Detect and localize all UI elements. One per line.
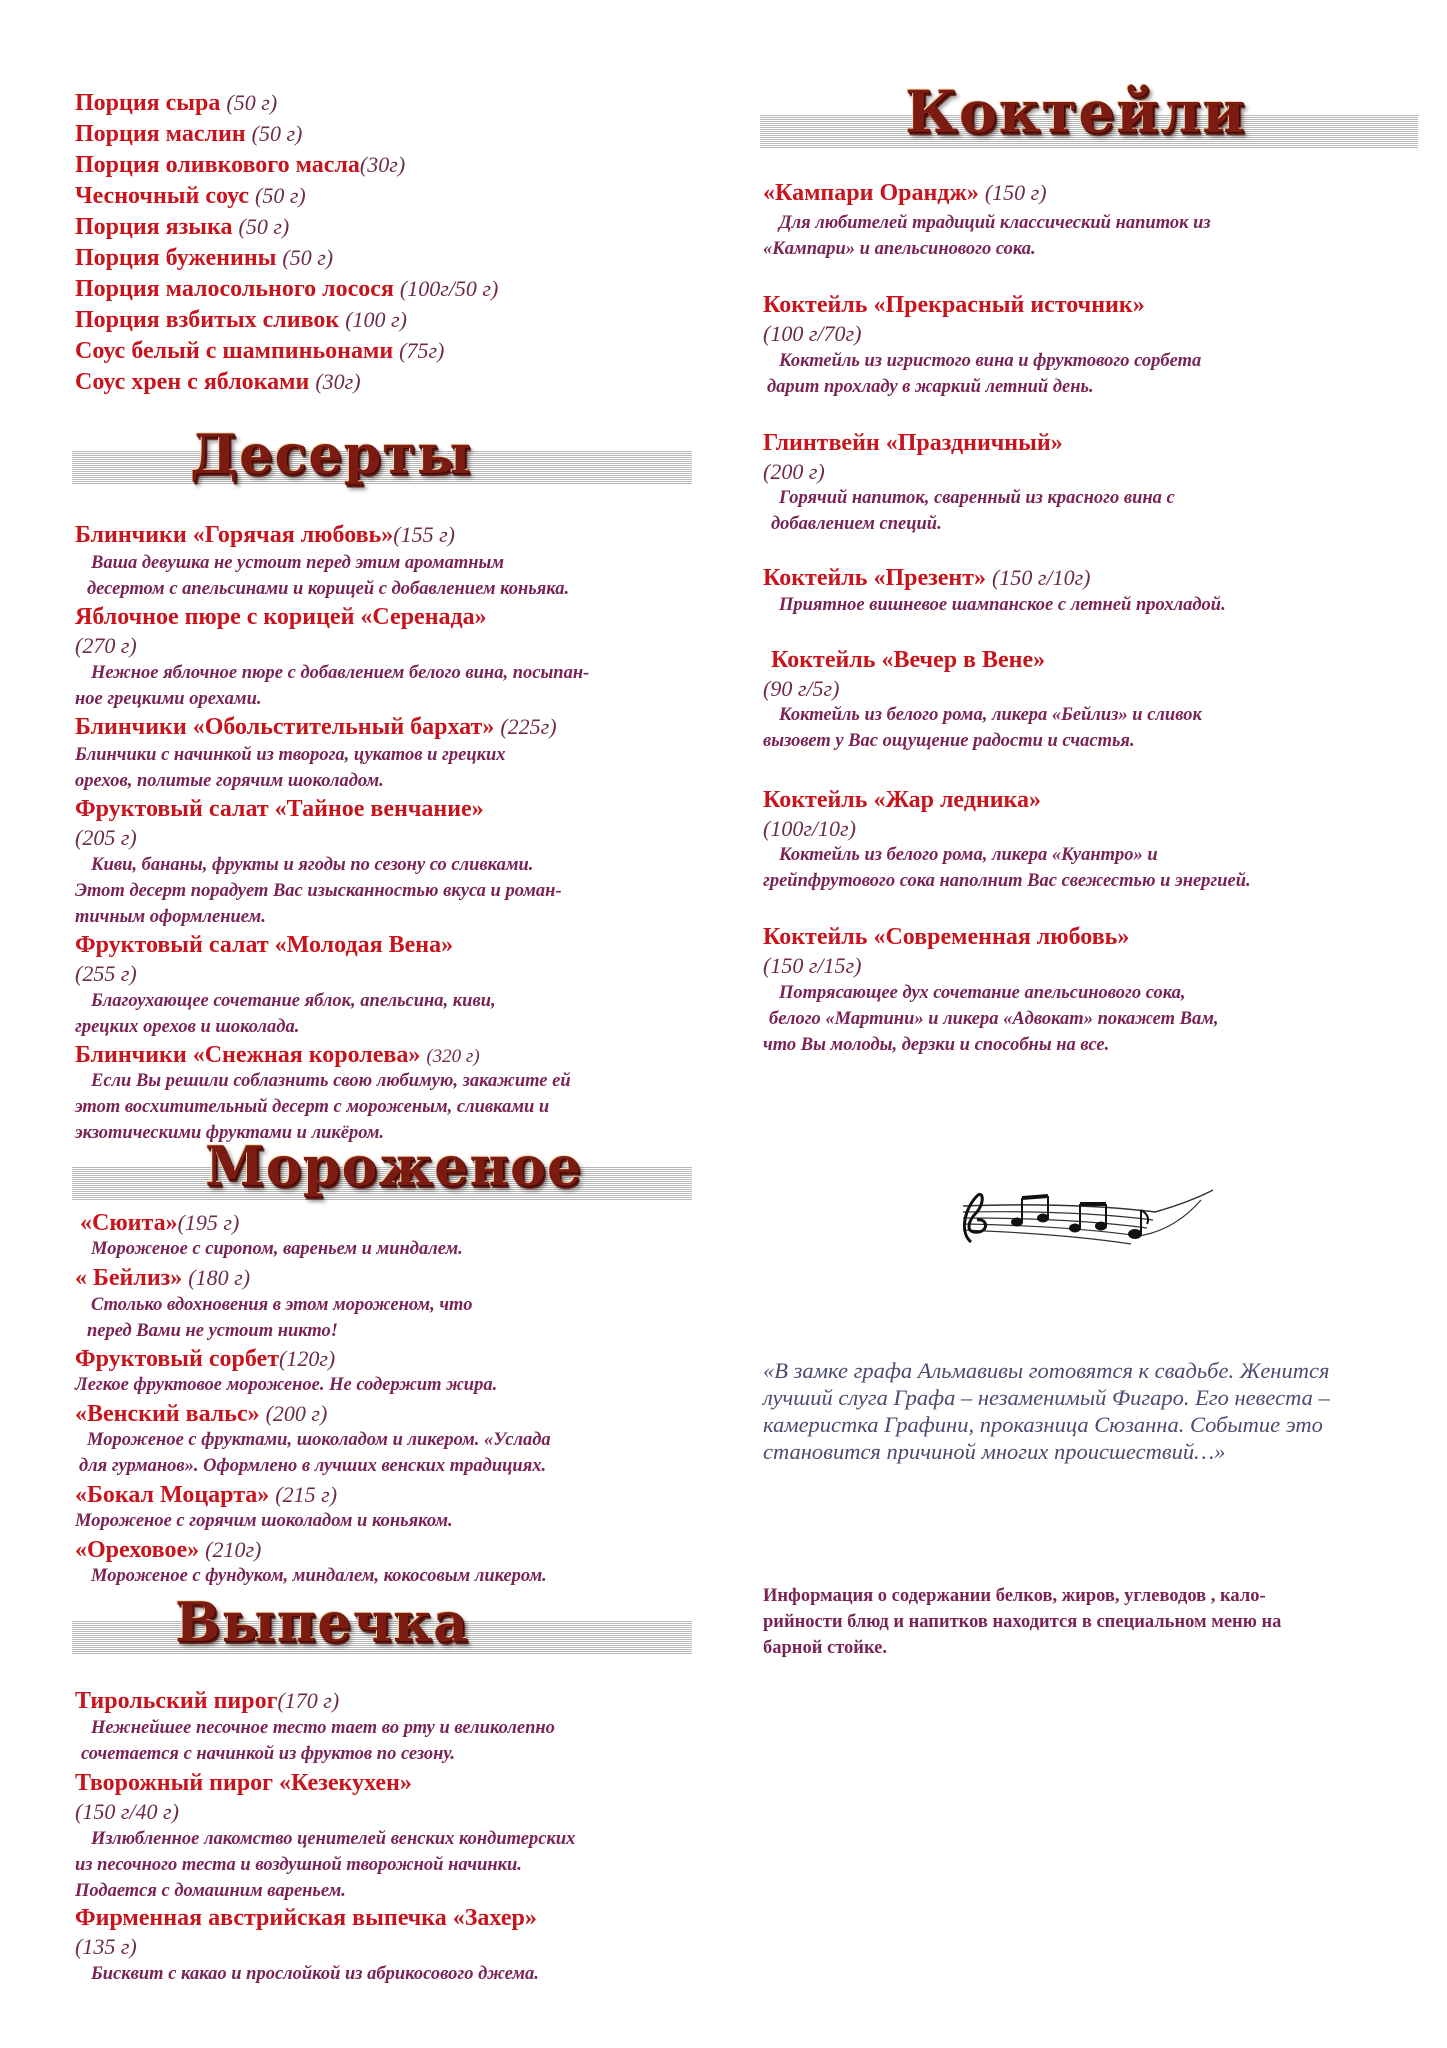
- dessert-item-weight: (255 г): [75, 961, 137, 986]
- dessert-item-name: Яблочное пюре с корицей «Серенада»: [75, 604, 487, 630]
- pastry-item-desc: Бисквит с какао и прослойкой из абрикосового джема.: [91, 1964, 539, 1984]
- menu-item: Порция взбитых сливок (100 г): [75, 307, 407, 333]
- pastry-item-weight: (150 г/40 г): [75, 1799, 179, 1824]
- menu-item: Соус хрен с яблоками (30г): [75, 369, 361, 395]
- dessert-item-desc: Ваша девушка не устоит перед этим ароматным десертом с апельсинами и корицей с добавлением коньяка.: [87, 553, 570, 599]
- icecream-item-desc: Мороженое с горячим шоколадом и коньяком.: [75, 1511, 453, 1531]
- dessert-item-desc: Нежное яблочное пюре с добавлением белого вина, посыпан- ное грецкими орехами.: [75, 663, 590, 709]
- dessert-item-name: Фруктовый салат «Молодая Вена»: [75, 932, 454, 958]
- cocktail-item-weight: (100г/10г): [763, 816, 856, 841]
- dessert-item-name: Блинчики «Снежная королева» (320 г): [75, 1042, 480, 1068]
- section-title-icecream: Мороженое: [205, 1134, 583, 1198]
- icecream-item-desc: Мороженое с сиропом, вареньем и миндалем.: [91, 1239, 463, 1259]
- cocktail-item-name: Глинтвейн «Праздничный»: [763, 430, 1063, 456]
- cocktail-item-name: Коктейль «Современная любовь»: [763, 924, 1130, 950]
- pastry-item-name: Фирменная австрийская выпечка «Захер»: [75, 1905, 537, 1931]
- music-notes-icon: [955, 1188, 1215, 1254]
- dessert-item-name: Блинчики «Обольстительный бархат» (225г): [75, 714, 557, 740]
- section-title-desserts: Десерты: [190, 422, 472, 486]
- section-title-cocktails: Коктейли: [905, 78, 1247, 146]
- icecream-item-name: «Венский вальс» (200 г): [75, 1401, 328, 1427]
- icecream-item-desc: Столько вдохновения в этом мороженом, что перед Вами не устоит никто!: [87, 1295, 473, 1341]
- cocktail-item-desc: Приятное вишневое шампанское с летней прохладой.: [779, 595, 1226, 615]
- menu-item: Порция малосольного лосося (100г/50 г): [75, 276, 499, 302]
- icecream-item-name: «Бокал Моцарта» (215 г): [75, 1482, 338, 1508]
- cocktail-item-weight: (150 г/15г): [763, 953, 862, 978]
- cocktail-item-name: «Кампари Орандж» (150 г): [763, 180, 1047, 206]
- cocktail-item-name: Коктейль «Презент» (150 г/10г): [763, 565, 1091, 591]
- cocktail-item-desc: Для любителей традиций классический напиток из «Кампари» и апельсинового сока.: [763, 213, 1211, 259]
- menu-item: Порция маслин (50 г): [75, 121, 303, 147]
- menu-item: Порция языка (50 г): [75, 214, 290, 240]
- pastry-item-desc: Нежнейшее песочное тесто тает во рту и великолепно сочетается с начинкой из фруктов по сезону.: [81, 1718, 555, 1764]
- section-title-pastry: Выпечка: [175, 1590, 470, 1654]
- pastry-item-name: Творожный пирог «Кезекухен»: [75, 1770, 412, 1796]
- icecream-item-name: Фруктовый сорбет(120г): [75, 1346, 336, 1372]
- icecream-item-name: « Бейлиз» (180 г): [75, 1265, 251, 1291]
- icecream-item-desc: Мороженое с фундуком, миндалем, кокосовым ликером.: [91, 1566, 547, 1586]
- menu-item: Чесночный соус (50 г): [75, 183, 306, 209]
- dessert-item-desc: Киви, бананы, фрукты и ягоды по сезону со сливками. Этот десерт порадует Вас изысканностью вкуса и роман- тичным оформлением.: [75, 855, 562, 927]
- nutrition-info-note: Информация о содержании белков, жиров, углеводов , кало- рийности блюд и напитков находится в специальном меню на барной стойке.: [763, 1586, 1282, 1658]
- menu-item: Порция сыра (50 г): [75, 90, 278, 116]
- cocktail-item-desc: Коктейль из белого рома, ликера «Бейлиз» и сливок вызовет у Вас ощущение радости и счастья.: [763, 705, 1202, 751]
- icecream-item-desc: Легкое фруктовое мороженое. Не содержит жира.: [75, 1375, 498, 1395]
- cocktail-item-weight: (200 г): [763, 459, 825, 484]
- dessert-item-name: Блинчики «Горячая любовь»(155 г): [75, 522, 455, 548]
- cocktail-item-desc: Коктейль из игристого вина и фруктового сорбета дарит прохладу в жаркий летний день.: [767, 351, 1202, 397]
- dessert-item-name: Фруктовый салат «Тайное венчание»: [75, 796, 484, 822]
- dessert-item-desc: Если Вы решили соблазнить свою любимую, закажите ей этот восхитительный десерт с мороженым, сливками и экзотическими фруктами и ликёром.: [75, 1071, 571, 1143]
- pastry-item-name: Тирольский пирог(170 г): [75, 1688, 340, 1714]
- menu-item: Соус белый с шампиньонами (75г): [75, 338, 445, 364]
- cocktail-item-name: Коктейль «Вечер в Вене»: [771, 647, 1046, 673]
- dessert-item-desc: Блинчики с начинкой из творога, цукатов и грецких орехов, политые горячим шоколадом.: [75, 745, 506, 791]
- dessert-item-desc: Благоухающее сочетание яблок, апельсина, киви, грецких орехов и шоколада.: [75, 991, 496, 1037]
- cocktail-item-name: Коктейль «Жар ледника»: [763, 787, 1042, 813]
- icecream-item-name: «Ореховое» (210г): [75, 1537, 262, 1563]
- icecream-item-name: «Сюита»(195 г): [80, 1210, 240, 1236]
- dessert-item-weight: (205 г): [75, 825, 137, 850]
- cocktail-item-name: Коктейль «Прекрасный источник»: [763, 292, 1145, 318]
- dessert-item-weight: (270 г): [75, 633, 137, 658]
- cocktail-item-desc: Коктейль из белого рома, ликера «Куантро» и грейпфрутового сока наполнит Вас свежестью и энергией.: [763, 845, 1251, 891]
- menu-item: Порция буженины (50 г): [75, 245, 334, 271]
- cocktail-item-desc: Потрясающее дух сочетание апельсинового сока, белого «Мартини» и ликера «Адвокат» покажет Вам, что Вы молоды, дерзки и способны на все.: [763, 983, 1219, 1055]
- cocktail-item-weight: (100 г/70г): [763, 321, 862, 346]
- cocktail-item-desc: Горячий напиток, сваренный из красного вина с добавлением специй.: [771, 488, 1175, 534]
- menu-item: Порция оливкового масла(30г): [75, 152, 406, 178]
- pastry-item-weight: (135 г): [75, 1934, 137, 1959]
- cocktail-item-weight: (90 г/5г): [763, 676, 840, 701]
- icecream-item-desc: Мороженое с фруктами, шоколадом и ликером. «Услада для гурманов». Оформлено в лучших венских традициях.: [79, 1430, 551, 1476]
- quote-text: «В замке графа Альмавивы готовятся к свадьбе. Женится лучший слуга Графа – незаменимый Фигаро. Его невеста – камеристка Графини, проказница Сюзанна. Событие это становится причиной многих происшествий…»: [763, 1358, 1330, 1464]
- pastry-item-desc: Излюбленное лакомство ценителей венских кондитерских из песочного теста и воздушной творожной начинки. Подается с домашним вареньем.: [75, 1829, 576, 1901]
